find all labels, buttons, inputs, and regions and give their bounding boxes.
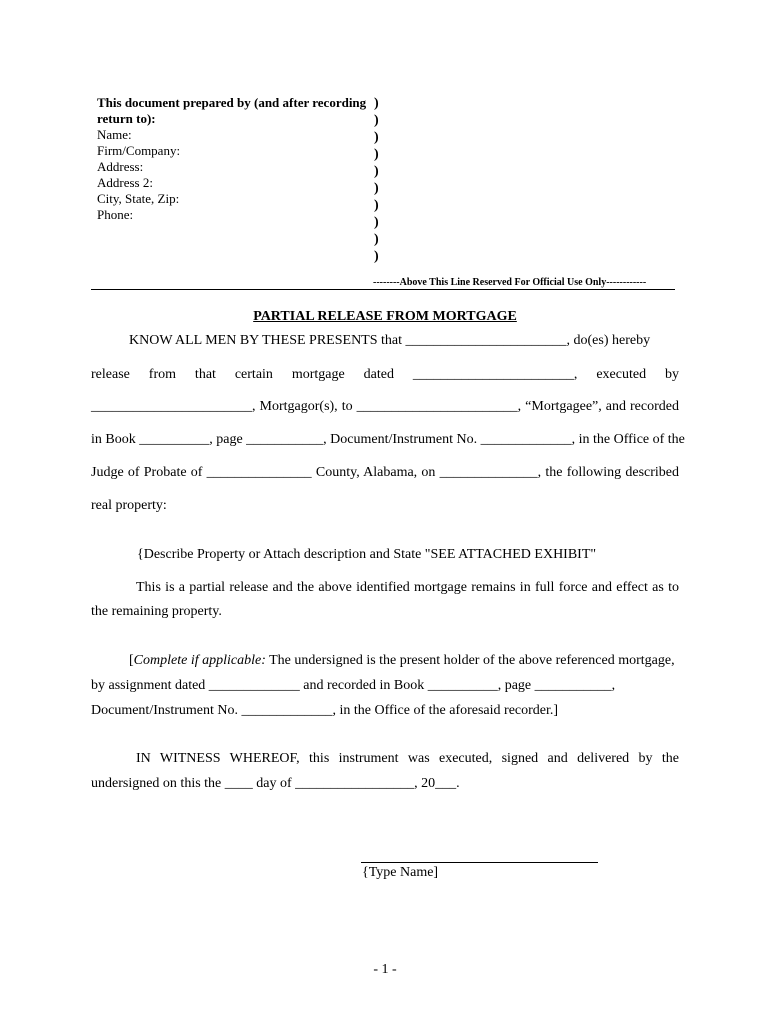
paren: ) [374,232,379,247]
paren: ) [374,181,379,196]
signature-line [361,862,598,863]
partial-release-line-2: the remaining property. [91,604,222,619]
paren: ) [374,147,379,162]
bracket-open: [ [129,653,134,668]
type-name-placeholder: {Type Name] [362,865,439,880]
paren: ) [374,113,379,128]
assignment-line-1: by assignment dated _____________ and recorded in Book __________, page ___________, [91,678,616,693]
return-to-label: return to): [97,111,156,126]
phone-field-label: Phone: [97,207,134,222]
paren: ) [374,164,379,179]
prepared-by-label: This document prepared by (and after recording [97,95,367,110]
body-line-5: Judge of Probate of _______________ County, Alabama, on ______________, the following described [91,465,679,480]
paren: ) [374,130,379,145]
firm-field-label: Firm/Company: [97,143,181,158]
paren: ) [374,249,379,264]
name-field-label: Name: [97,127,132,142]
describe-property-instruction: {Describe Property or Attach description and State "SEE ATTACHED EXHIBIT" [137,547,597,562]
preparer-block [97,95,367,223]
page-number: - 1 - [373,962,397,977]
complete-if-applicable-label: Complete if applicable: [133,653,266,668]
document-title: PARTIAL RELEASE FROM MORTGAGE [253,309,517,324]
address-field-label: Address: [97,159,144,174]
reserved-line-text: --------Above This Line Reserved For Official Use Only------------ [373,277,647,288]
city-state-zip-field-label: City, State, Zip: [97,191,180,206]
body-line-3: _______________________, Mortgagor(s), to _______________________, “Mortgagee”, and recorded [91,399,679,414]
address2-field-label: Address 2: [97,175,153,190]
header-divider [91,289,675,290]
body-line-1: KNOW ALL MEN BY THESE PRESENTS that _______________________, do(es) hereby [129,333,651,348]
body-line-2: release from that certain mortgage dated _______________________, executed by [91,367,679,382]
partial-release-line-1: This is a partial release and the above identified mortgage remains in full force and effect as to [136,580,679,595]
body-line-4: in Book __________, page ___________, Document/Instrument No. _____________, in the Office of the [91,432,685,447]
assignment-line-2: Document/Instrument No. _____________, in the Office of the aforesaid recorder.] [91,703,559,718]
paren: ) [374,96,379,111]
paren-column [374,95,379,265]
complete-if-applicable-line [129,653,675,669]
body-line-6: real property: [91,498,167,513]
paren: ) [374,198,379,213]
witness-line-1: IN WITNESS WHEREOF, this instrument was executed, signed and delivered by the [136,751,679,766]
witness-line-2: undersigned on this the ____ day of _________________, 20___. [91,776,460,791]
paren: ) [374,215,379,230]
complete-if-applicable-text: The undersigned is the present holder of the above referenced mortgage, [265,653,675,668]
